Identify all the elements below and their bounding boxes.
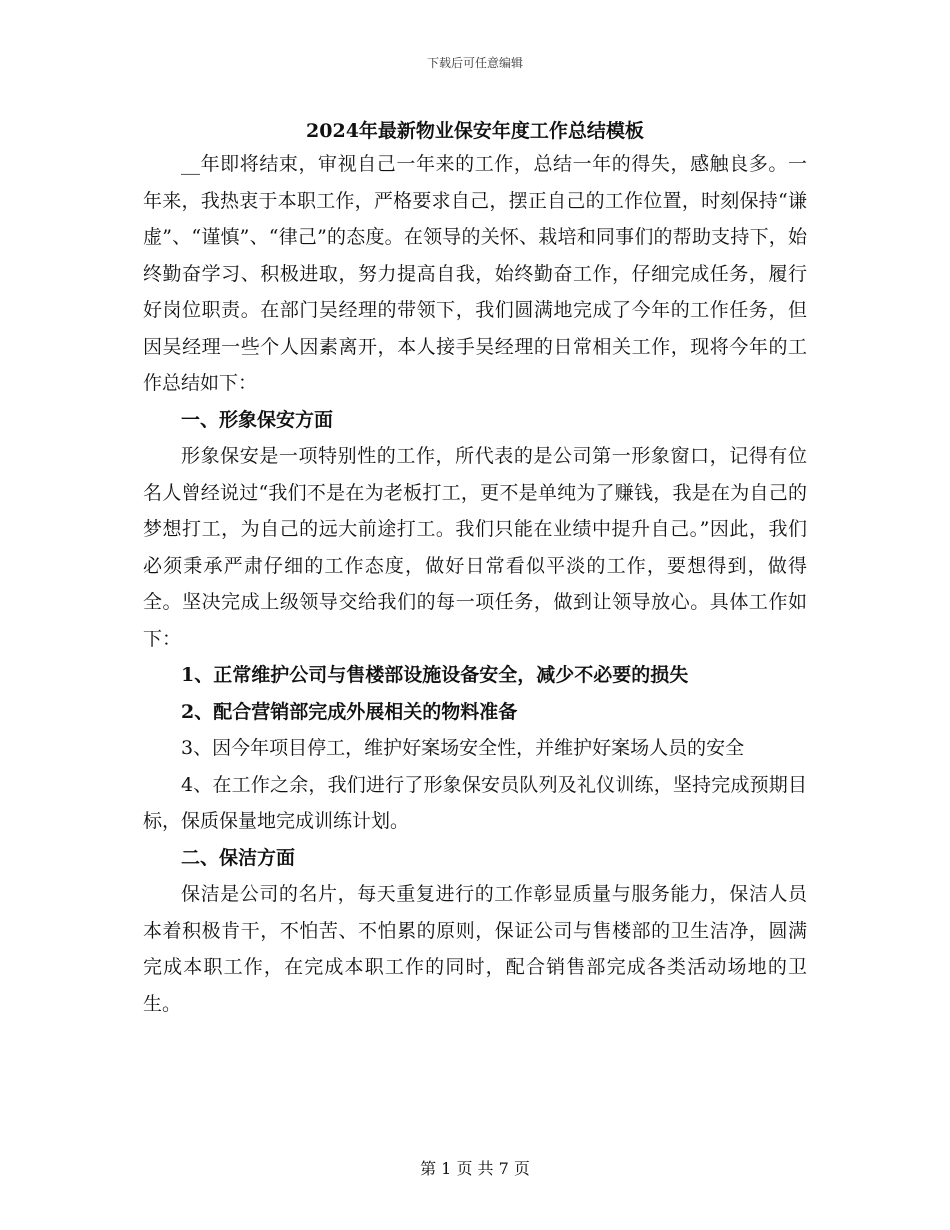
document-body <box>143 146 807 1022</box>
security-paragraph: 形象保安是一项特别性的工作，所代表的是公司第一形象窗口，记得有位名人曾经说过“我们不是在为老板打工，更不是单纯为了赚钱，我是在为自己的梦想打工，为自己的远大前途打工。我们只能在业绩中提升自己。”因此，我们必须秉承严肃仔细的工作态度，做好日常看似平淡的工作，要想得到，做得全。坚决完成上级领导交给我们的每一项任务，做到让领导放心。具体工作如下： <box>143 445 807 650</box>
cleaning-paragraph: 保洁是公司的名片，每天重复进行的工作彰显质量与服务能力，保洁人员本着积极肯干，不怕苦、不怕累的原则，保证公司与售楼部的卫生洁净，圆满完成本职工作，在完成本职工作的同时，配合销售部完成各类活动场地的卫生。 <box>143 883 807 1015</box>
intro-paragraph: __年即将结束，审视自己一年来的工作，总结一年的得失，感触良多。一年来，我热衷于本职工作，严格要求自己，摆正自己的工作位置，时刻保持“谦虚”、“谨慎”、“律己”的态度。在领导的关怀、栽培和同事们的帮助支持下，始终勤奋学习、积极进取，努力提高自我，始终勤奋工作，仔细完成任务，履行好岗位职责。在部门吴经理的带领下，我们圆满地完成了今年的工作任务，但因吴经理一些个人因素离开，本人接手吴经理的日常相关工作，现将今年的工作总结如下： <box>143 153 807 394</box>
section-heading-security: 一、形象保安方面 <box>181 408 334 431</box>
document-title: 2024年最新物业保安年度工作总结模板 <box>306 120 644 142</box>
section-heading-cleaning: 二、保洁方面 <box>181 846 296 869</box>
list-item-2: 2、配合营销部完成外展相关的物料准备 <box>181 700 518 723</box>
header-note: 下载后可任意编辑 <box>426 56 523 70</box>
list-item-4: 4、在工作之余，我们进行了形象保安员队列及礼仪训练，坚持完成预期目标，保质保量地完成训练计划。 <box>143 773 807 832</box>
list-item-1: 1、正常维护公司与售楼部设施设备安全，减少不必要的损失 <box>181 664 689 686</box>
page-footer: 第 1 页 共 7 页 <box>420 1159 530 1178</box>
list-item-3: 3、因今年项目停工，维护好案场安全性，并维护好案场人员的安全 <box>181 737 745 759</box>
